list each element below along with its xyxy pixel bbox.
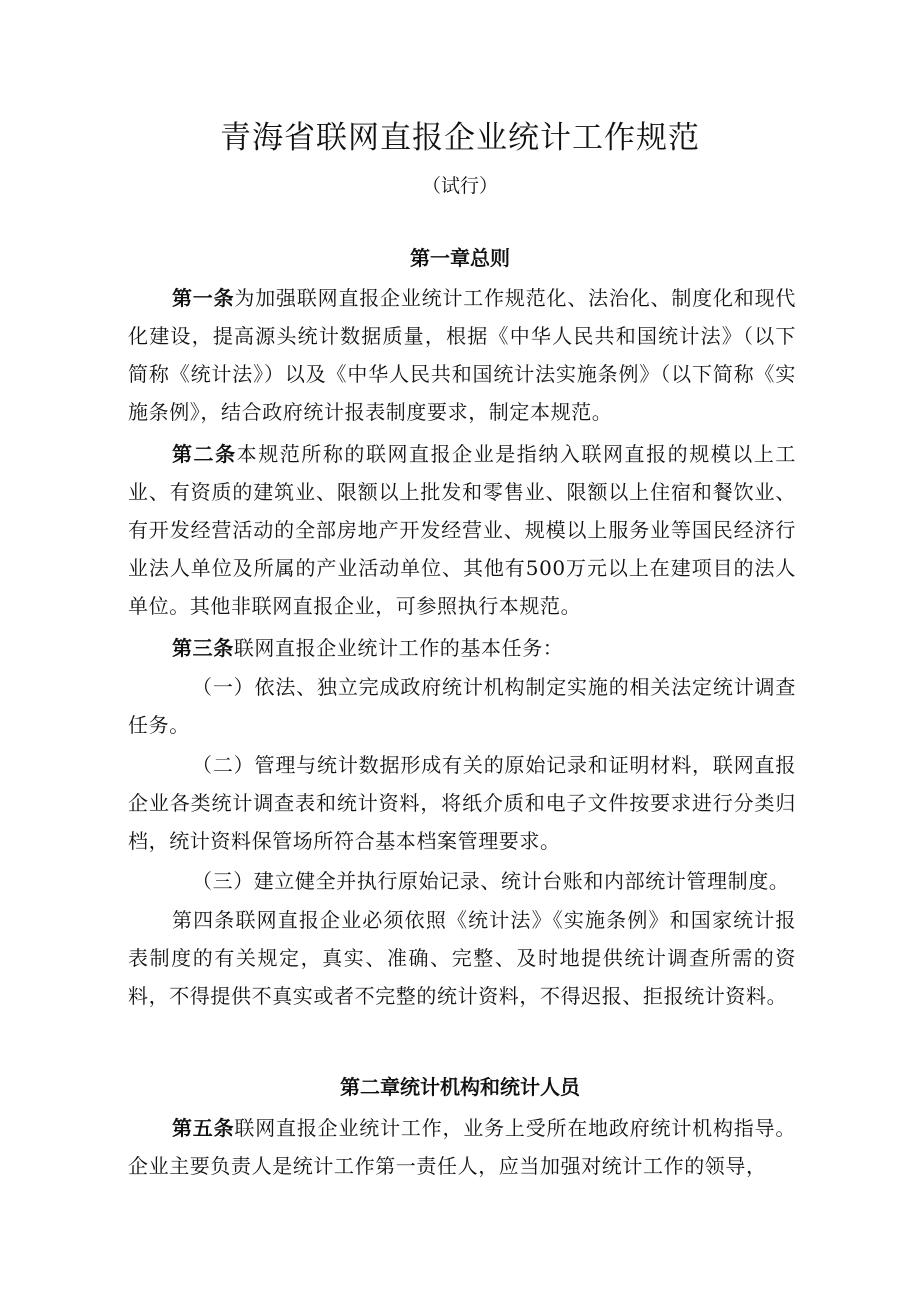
article-3-item-1: （一）依法、独立完成政府统计机构制定实施的相关法定统计调查任务。 bbox=[128, 675, 796, 737]
article-3-label: 第三条 bbox=[172, 636, 234, 660]
article-5-label: 第五条 bbox=[172, 1116, 235, 1140]
article-5 bbox=[128, 1109, 796, 1185]
chapter-heading-2: 第二章统计机构和统计人员 bbox=[340, 1075, 580, 1099]
article-2-text: 本规范所称的联网直报企业是指纳入联网直报的规模以上工业、有资质的建筑业、限额以上批发和零售业、限额以上住宿和餐饮业、有开发经营活动的全部房地产开发经营业、规模以上服务业等国民经济行业法人单位及所属的产业活动单位、其他有500万元以上在建项目的法人单位。其他非联网直报企业，可参照执行本规范。 bbox=[128, 442, 796, 618]
article-5-text: 联网直报企业统计工作，业务上受所在地政府统计机构指导。企业主要负责人是统计工作第一责任人，应当加强对统计工作的领导， bbox=[128, 1116, 796, 1178]
article-3-item-3: （三）建立健全并执行原始记录、统计台账和内部统计管理制度。 bbox=[192, 869, 790, 893]
article-1-text: 为加强联网直报企业统计工作规范化、法治化、制度化和现代化建设，提高源头统计数据质量，根据《中华人民共和国统计法》（以下简称《统计法》）以及《中华人民共和国统计法实施条例》（以下简称《实施条例》，结合政府统计报表制度要求，制定本规范。 bbox=[128, 286, 796, 424]
article-3-text: 联网直报企业统计工作的基本任务： bbox=[233, 636, 564, 660]
article-4: 第四条联网直报企业必须依照《统计法》《实施条例》和国家统计报表制度的有关规定，真实、准确、完整、及时地提供统计调查所需的资料，不得提供不真实或者不完整的统计资料，不得迟报、拒报统计资料。 bbox=[128, 908, 796, 1008]
article-3 bbox=[128, 629, 796, 667]
article-1-label: 第一条 bbox=[172, 286, 235, 310]
chapter-heading-1: 第一章总则 bbox=[410, 246, 510, 270]
article-2-label: 第二条 bbox=[172, 442, 237, 466]
article-2 bbox=[128, 435, 796, 625]
document-subtitle: （试行） bbox=[421, 175, 498, 197]
document-title: 青海省联网直报企业统计工作规范 bbox=[220, 120, 700, 156]
article-1 bbox=[128, 279, 796, 431]
article-3-item-2: （二）管理与统计数据形成有关的原始记录和证明材料，联网直报企业各类统计调查表和统计资料，将纸介质和电子文件按要求进行分类归档，统计资料保管场所符合基本档案管理要求。 bbox=[128, 753, 796, 853]
